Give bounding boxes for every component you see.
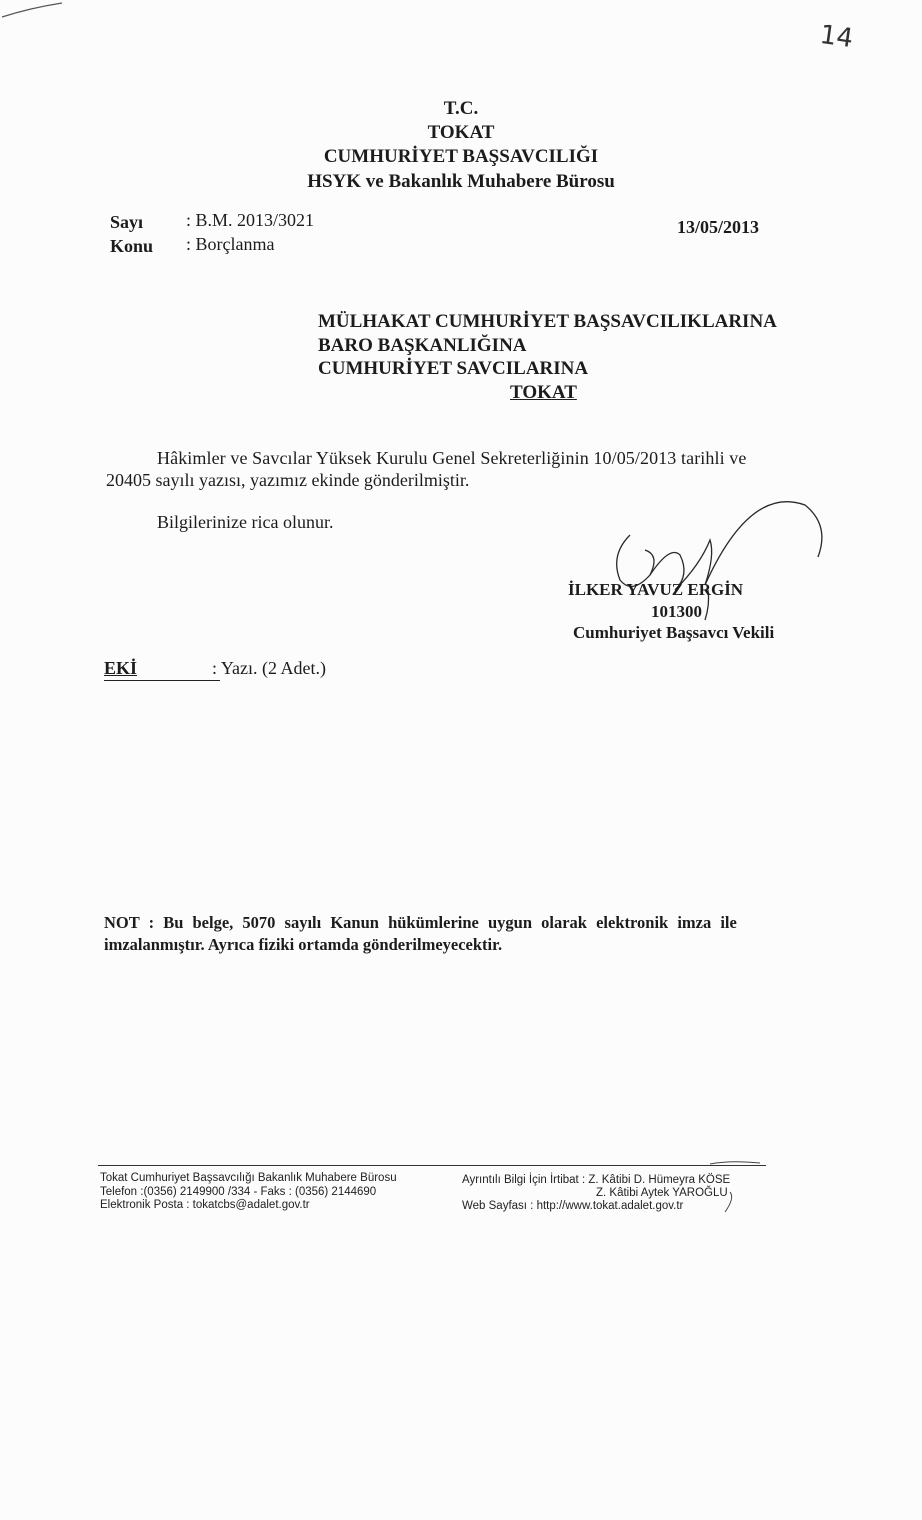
body-paragraph-2: Bilgilerinize rica olunur. <box>157 512 334 532</box>
note-line-2: imzalanmıştır. Ayrıca fiziki ortamda gönderilmeyecektir. <box>104 935 503 954</box>
sayi-value: : B.M. 2013/3021 <box>186 210 315 230</box>
addressee-line-2: BARO BAŞKANLIĞINA <box>318 335 527 356</box>
footer-contact-line-1: Ayrıntılı Bilgi İçin İrtibat : Z. Kâtibi D. Hümeyra KÖSE <box>462 1174 731 1186</box>
konu-value: : Borçlanma <box>186 234 275 254</box>
konu-label: Konu <box>110 236 154 256</box>
handwritten-signature <box>590 495 830 625</box>
document-date: 13/05/2013 <box>677 217 760 237</box>
addressee-line-3: CUMHURİYET SAVCILARINA <box>318 358 589 379</box>
body-paragraph-1-line-2: 20405 sayılı yazısı, yazımız ekinde gönderilmiştir. <box>106 470 470 490</box>
handwritten-page-number: 14 <box>818 19 856 55</box>
addressee-line-1: MÜLHAKAT CUMHURİYET BAŞSAVCILIKLARINA <box>318 311 777 332</box>
attachment-underline <box>104 680 220 681</box>
pen-stroke-mark <box>0 0 70 20</box>
footer-paraph-mark <box>690 1160 770 1220</box>
signatory-number: 101300 <box>651 602 702 621</box>
body-paragraph-1-line-1: Hâkimler ve Savcılar Yüksek Kurulu Genel Sekreterliğinin 10/05/2013 tarihli ve <box>157 448 747 468</box>
attachment-label: EKİ <box>104 658 138 678</box>
footer-phone-fax: Telefon :(0356) 2149900 /334 - Faks : (0356) 2144690 <box>100 1186 377 1198</box>
footer-rule <box>98 1165 766 1166</box>
addressee-city: TOKAT <box>510 382 577 403</box>
header-bureau: HSYK ve Bakanlık Muhabere Bürosu <box>307 171 615 192</box>
signatory-title: Cumhuriyet Başsavcı Vekili <box>573 623 775 642</box>
header-city: TOKAT <box>427 122 495 143</box>
signatory-name: İLKER YAVUZ ERGİN <box>568 580 744 599</box>
header-institution: CUMHURİYET BAŞSAVCILIĞI <box>323 146 599 167</box>
note-line-1: NOT : Bu belge, 5070 sayılı Kanun hükümlerine uygun olarak elektronik imza ile <box>104 913 737 932</box>
header-tc: T.C. <box>443 98 479 119</box>
footer-institution: Tokat Cumhuriyet Başsavcılığı Bakanlık Muhabere Bürosu <box>100 1172 397 1184</box>
attachment-value: : Yazı. (2 Adet.) <box>212 658 326 678</box>
footer-email: Elektronik Posta : tokatcbs@adalet.gov.tr <box>100 1199 310 1211</box>
sayi-label: Sayı <box>110 212 144 232</box>
footer-contact-line-2: Z. Kâtibi Aytek YAROĞLU <box>596 1187 728 1199</box>
footer-website: Web Sayfası : http://www.tokat.adalet.gov.tr <box>462 1200 684 1212</box>
